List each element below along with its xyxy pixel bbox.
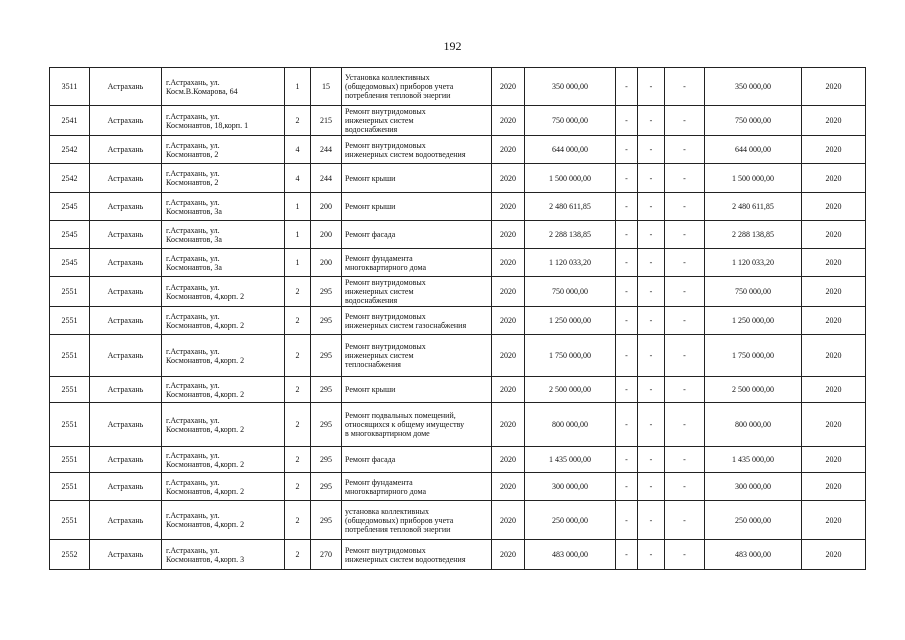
address-cell-line: г.Астрахань, ул. [166,380,220,390]
city-cell: Астрахань [90,221,162,249]
table-row [50,403,866,447]
total-cell: 350 000,00 [705,68,802,106]
address-cell-line: г.Астрахань, ул. [166,169,220,178]
dash-cell: - [665,193,705,221]
city-cell: Астрахань [90,307,162,335]
total-cell: 1 500 000,00 [705,164,802,193]
work-type-cell-line: потребления тепловой энергии [345,524,451,534]
work-type-cell [342,377,492,403]
dash-cell: - [638,221,665,249]
row-id-cell: 2541 [50,106,90,136]
end-year-cell: 2020 [802,68,866,106]
dash-cell: - [665,277,705,307]
dash-cell: - [665,501,705,540]
row-id-cell: 2551 [50,277,90,307]
table-row [50,221,866,249]
address-cell-line: Космонавтов, 4,корп. 2 [166,291,245,301]
amount-cell: 1 120 033,20 [525,249,616,277]
work-type-cell-line: Ремонт внутридомовых [345,311,426,321]
address-cell-line: Космонавтов, 4,корп. 2 [166,389,245,399]
work-type-cell [342,193,492,221]
apartments-cell: 270 [311,540,342,570]
dash-cell: - [638,106,665,136]
dash-cell: - [665,136,705,164]
work-type-cell [342,106,492,136]
end-year-cell: 2020 [802,106,866,136]
year-cell: 2020 [492,68,525,106]
work-type-cell-line: Ремонт фасада [345,455,396,464]
year-cell: 2020 [492,193,525,221]
year-cell: 2020 [492,164,525,193]
total-cell: 2 500 000,00 [705,377,802,403]
row-id-cell: 2551 [50,501,90,540]
address-cell-line: Космонавтов, 4,корп. 3 [166,554,245,564]
address-cell-line: Космонавтов, 4,корп. 2 [166,355,245,365]
city-cell: Астрахань [90,68,162,106]
total-cell: 800 000,00 [705,403,802,447]
apartments-cell: 244 [311,164,342,193]
amount-cell: 800 000,00 [525,403,616,447]
floors-cell: 2 [285,447,311,473]
address-cell [162,501,285,540]
dash-cell: - [665,164,705,193]
end-year-cell: 2020 [802,249,866,277]
amount-cell: 300 000,00 [525,473,616,501]
city-cell: Астрахань [90,106,162,136]
table-row [50,136,866,164]
table-row [50,193,866,221]
end-year-cell: 2020 [802,221,866,249]
address-cell [162,307,285,335]
table-body [50,68,866,570]
address-cell [162,106,285,136]
floors-cell: 2 [285,473,311,501]
work-type-cell-line: Ремонт крыши [345,385,396,394]
work-type-cell-line: Ремонт крыши [345,173,396,183]
total-cell: 750 000,00 [705,277,802,307]
dash-cell: - [638,193,665,221]
dash-cell: - [616,106,638,136]
floors-cell: 2 [285,403,311,447]
dash-cell: - [665,377,705,403]
work-type-cell [342,501,492,540]
year-cell: 2020 [492,221,525,249]
amount-cell: 644 000,00 [525,136,616,164]
row-id-cell: 2551 [50,335,90,377]
end-year-cell: 2020 [802,136,866,164]
address-cell-line: г.Астрахань, ул. [166,282,220,292]
address-cell-line: Космонавтов, 4,корп. 2 [166,486,245,496]
repair-schedule-table [49,67,866,570]
work-type-cell-line: многоквартирного дома [345,486,427,496]
work-type-cell [342,540,492,570]
floors-cell: 4 [285,164,311,193]
apartments-cell: 295 [311,473,342,501]
dash-cell: - [616,403,638,447]
work-type-cell-line: инженерных систем водоотведения [345,554,466,564]
dash-cell: - [638,447,665,473]
dash-cell: - [638,249,665,277]
work-type-cell-line: инженерных систем [345,287,414,296]
address-cell [162,403,285,447]
dash-cell: - [665,473,705,501]
total-cell: 1 250 000,00 [705,307,802,335]
address-cell-line: г.Астрахань, ул. [166,225,220,235]
year-cell: 2020 [492,136,525,164]
dash-cell: - [665,335,705,377]
dash-cell: - [616,335,638,377]
apartments-cell: 295 [311,403,342,447]
address-cell [162,377,285,403]
work-type-cell-line: инженерных систем газоснабжения [345,320,467,330]
dash-cell: - [665,221,705,249]
dash-cell: - [665,307,705,335]
amount-cell: 1 750 000,00 [525,335,616,377]
work-type-cell [342,164,492,193]
floors-cell: 1 [285,221,311,249]
year-cell: 2020 [492,277,525,307]
year-cell: 2020 [492,540,525,570]
dash-cell: - [638,335,665,377]
dash-cell: - [638,164,665,193]
amount-cell: 750 000,00 [525,277,616,307]
work-type-cell [342,277,492,307]
address-cell [162,136,285,164]
table-row [50,277,866,307]
work-type-cell-line: Ремонт подвальных помещений, [345,411,456,420]
address-cell [162,473,285,501]
dash-cell: - [665,540,705,570]
dash-cell: - [616,447,638,473]
table-row [50,164,866,193]
year-cell: 2020 [492,249,525,277]
city-cell: Астрахань [90,501,162,540]
address-cell-line: Космонавтов, 3а [166,262,222,272]
dash-cell: - [638,473,665,501]
apartments-cell: 244 [311,136,342,164]
table-row [50,68,866,106]
dash-cell: - [616,277,638,307]
address-cell-line: г.Астрахань, ул. [166,346,220,356]
dash-cell: - [616,377,638,403]
address-cell-line: г.Астрахань, ул. [166,477,220,487]
address-cell-line: Космонавтов, 4,корп. 2 [166,424,245,434]
amount-cell: 1 435 000,00 [525,447,616,473]
end-year-cell: 2020 [802,277,866,307]
amount-cell: 2 288 138,85 [525,221,616,249]
amount-cell: 2 480 611,85 [525,193,616,221]
address-cell [162,540,285,570]
address-cell-line: г.Астрахань, ул. [166,197,220,207]
work-type-cell-line: водоснабжения [345,296,398,305]
address-cell-line: Космонавтов, 2 [166,149,219,159]
work-type-cell-line: относящихся к общему имуществу [345,420,465,429]
floors-cell: 2 [285,540,311,570]
table-row [50,377,866,403]
work-type-cell-line: Ремонт внутридомовых [345,278,426,287]
work-type-cell-line: Ремонт внутридомовых [345,140,426,150]
work-type-cell [342,307,492,335]
address-cell-line: Космонавтов, 18,корп. 1 [166,120,249,130]
table-row [50,106,866,136]
city-cell: Астрахань [90,473,162,501]
year-cell: 2020 [492,447,525,473]
floors-cell: 2 [285,335,311,377]
address-cell-line: Космонавтов, 2 [166,178,219,187]
total-cell: 300 000,00 [705,473,802,501]
work-type-cell-line: потребления тепловой энергии [345,91,451,100]
total-cell: 483 000,00 [705,540,802,570]
apartments-cell: 200 [311,193,342,221]
floors-cell: 1 [285,249,311,277]
dash-cell: - [638,307,665,335]
dash-cell: - [616,164,638,193]
dash-cell: - [638,68,665,106]
dash-cell: - [665,106,705,136]
row-id-cell: 2542 [50,164,90,193]
city-cell: Астрахань [90,447,162,473]
table-row [50,501,866,540]
floors-cell: 1 [285,193,311,221]
city-cell: Астрахань [90,193,162,221]
address-cell [162,335,285,377]
dash-cell: - [616,136,638,164]
work-type-cell-line: (общедомовых) приборов учета [345,82,454,91]
apartments-cell: 295 [311,501,342,540]
address-cell [162,249,285,277]
city-cell: Астрахань [90,403,162,447]
dash-cell: - [638,377,665,403]
work-type-cell-line: Ремонт внутридомовых [345,545,426,555]
end-year-cell: 2020 [802,377,866,403]
dash-cell: - [616,68,638,106]
address-cell-line: г.Астрахань, ул. [166,253,220,263]
apartments-cell: 15 [311,68,342,106]
dash-cell: - [616,193,638,221]
work-type-cell-line: инженерных систем [345,116,414,125]
end-year-cell: 2020 [802,540,866,570]
page-number: 192 [443,39,462,53]
address-cell-line: г.Астрахань, ул. [166,77,220,87]
dash-cell: - [616,307,638,335]
row-id-cell: 2551 [50,377,90,403]
floors-cell: 4 [285,136,311,164]
work-type-cell-line: Ремонт фундамента [345,477,413,487]
work-type-cell-line: Ремонт фундамента [345,253,413,263]
row-id-cell: 3511 [50,68,90,106]
dash-cell: - [665,68,705,106]
address-cell-line: Космонавтов, 3а [166,206,222,216]
amount-cell: 2 500 000,00 [525,377,616,403]
apartments-cell: 295 [311,277,342,307]
work-type-cell-line: (общедомовых) приборов учета [345,515,454,525]
total-cell: 2 480 611,85 [705,193,802,221]
row-id-cell: 2551 [50,447,90,473]
floors-cell: 2 [285,106,311,136]
work-type-cell-line: установка коллективных [345,506,429,516]
end-year-cell: 2020 [802,473,866,501]
address-cell-line: г.Астрахань, ул. [166,415,220,425]
dash-cell: - [665,249,705,277]
work-type-cell-line: водоснабжения [345,125,398,134]
row-id-cell: 2545 [50,249,90,277]
address-cell-line: Космонавтов, 4,корп. 2 [166,520,245,529]
total-cell: 250 000,00 [705,501,802,540]
city-cell: Астрахань [90,249,162,277]
amount-cell: 350 000,00 [525,68,616,106]
total-cell: 644 000,00 [705,136,802,164]
year-cell: 2020 [492,307,525,335]
address-cell [162,164,285,193]
row-id-cell: 2551 [50,473,90,501]
table-row [50,447,866,473]
address-cell-line: г.Астрахань, ул. [166,140,220,150]
year-cell: 2020 [492,403,525,447]
address-cell-line: г.Астрахань, ул. [166,311,220,321]
end-year-cell: 2020 [802,164,866,193]
dash-cell: - [616,221,638,249]
address-cell [162,277,285,307]
total-cell: 750 000,00 [705,106,802,136]
address-cell-line: г.Астрахань, ул. [166,511,220,520]
dash-cell: - [638,136,665,164]
row-id-cell: 2545 [50,221,90,249]
total-cell: 2 288 138,85 [705,221,802,249]
year-cell: 2020 [492,335,525,377]
end-year-cell: 2020 [802,501,866,540]
table-row [50,473,866,501]
work-type-cell-line: инженерных систем [345,351,414,360]
end-year-cell: 2020 [802,335,866,377]
work-type-cell [342,447,492,473]
work-type-cell-line: Ремонт крыши [345,202,396,211]
address-cell-line: Космонавтов, 3а [166,234,222,244]
city-cell: Астрахань [90,164,162,193]
dash-cell: - [665,447,705,473]
city-cell: Астрахань [90,136,162,164]
work-type-cell-line: Установка коллективных [345,73,430,82]
work-type-cell-line: Ремонт внутридомовых [345,107,426,116]
end-year-cell: 2020 [802,193,866,221]
address-cell-line: г.Астрахань, ул. [166,545,220,555]
dash-cell: - [638,501,665,540]
apartments-cell: 295 [311,377,342,403]
apartments-cell: 295 [311,307,342,335]
total-cell: 1 750 000,00 [705,335,802,377]
apartments-cell: 295 [311,447,342,473]
apartments-cell: 295 [311,335,342,377]
row-id-cell: 2542 [50,136,90,164]
row-id-cell: 2545 [50,193,90,221]
city-cell: Астрахань [90,377,162,403]
total-cell: 1 435 000,00 [705,447,802,473]
table-row [50,307,866,335]
dash-cell: - [616,501,638,540]
work-type-cell-line: инженерных систем водоотведения [345,149,466,159]
address-cell-line: Космонавтов, 4,корп. 2 [166,459,245,469]
work-type-cell [342,335,492,377]
dash-cell: - [638,277,665,307]
table-row [50,335,866,377]
city-cell: Астрахань [90,335,162,377]
year-cell: 2020 [492,473,525,501]
amount-cell: 1 500 000,00 [525,164,616,193]
amount-cell: 250 000,00 [525,501,616,540]
table-row [50,540,866,570]
address-cell-line: г.Астрахань, ул. [166,450,220,460]
work-type-cell-line: Ремонт фасада [345,230,396,239]
total-cell: 1 120 033,20 [705,249,802,277]
address-cell-line: Космонавтов, 4,корп. 2 [166,320,245,330]
floors-cell: 2 [285,501,311,540]
floors-cell: 2 [285,377,311,403]
work-type-cell [342,136,492,164]
end-year-cell: 2020 [802,307,866,335]
floors-cell: 2 [285,277,311,307]
apartments-cell: 200 [311,221,342,249]
address-cell [162,193,285,221]
address-cell-line: Косм.В.Комарова, 64 [166,86,238,96]
year-cell: 2020 [492,501,525,540]
dash-cell: - [665,403,705,447]
year-cell: 2020 [492,377,525,403]
dash-cell: - [616,249,638,277]
city-cell: Астрахань [90,540,162,570]
table-row [50,249,866,277]
floors-cell: 2 [285,307,311,335]
work-type-cell [342,473,492,501]
address-cell-line: г.Астрахань, ул. [166,111,220,121]
work-type-cell-line: Ремонт внутридомовых [345,342,426,351]
work-type-cell-line: многоквартирного дома [345,262,427,272]
dash-cell: - [616,473,638,501]
year-cell: 2020 [492,106,525,136]
row-id-cell: 2552 [50,540,90,570]
end-year-cell: 2020 [802,403,866,447]
amount-cell: 483 000,00 [525,540,616,570]
apartments-cell: 200 [311,249,342,277]
work-type-cell [342,221,492,249]
row-id-cell: 2551 [50,307,90,335]
end-year-cell: 2020 [802,447,866,473]
amount-cell: 750 000,00 [525,106,616,136]
address-cell [162,447,285,473]
city-cell: Астрахань [90,277,162,307]
address-cell [162,221,285,249]
work-type-cell [342,403,492,447]
dash-cell: - [616,540,638,570]
floors-cell: 1 [285,68,311,106]
work-type-cell-line: теплоснабжения [345,360,401,369]
work-type-cell [342,68,492,106]
work-type-cell-line: в многоквартирном доме [345,429,430,438]
amount-cell: 1 250 000,00 [525,307,616,335]
address-cell [162,68,285,106]
apartments-cell: 215 [311,106,342,136]
work-type-cell [342,249,492,277]
row-id-cell: 2551 [50,403,90,447]
dash-cell: - [638,403,665,447]
dash-cell: - [638,540,665,570]
